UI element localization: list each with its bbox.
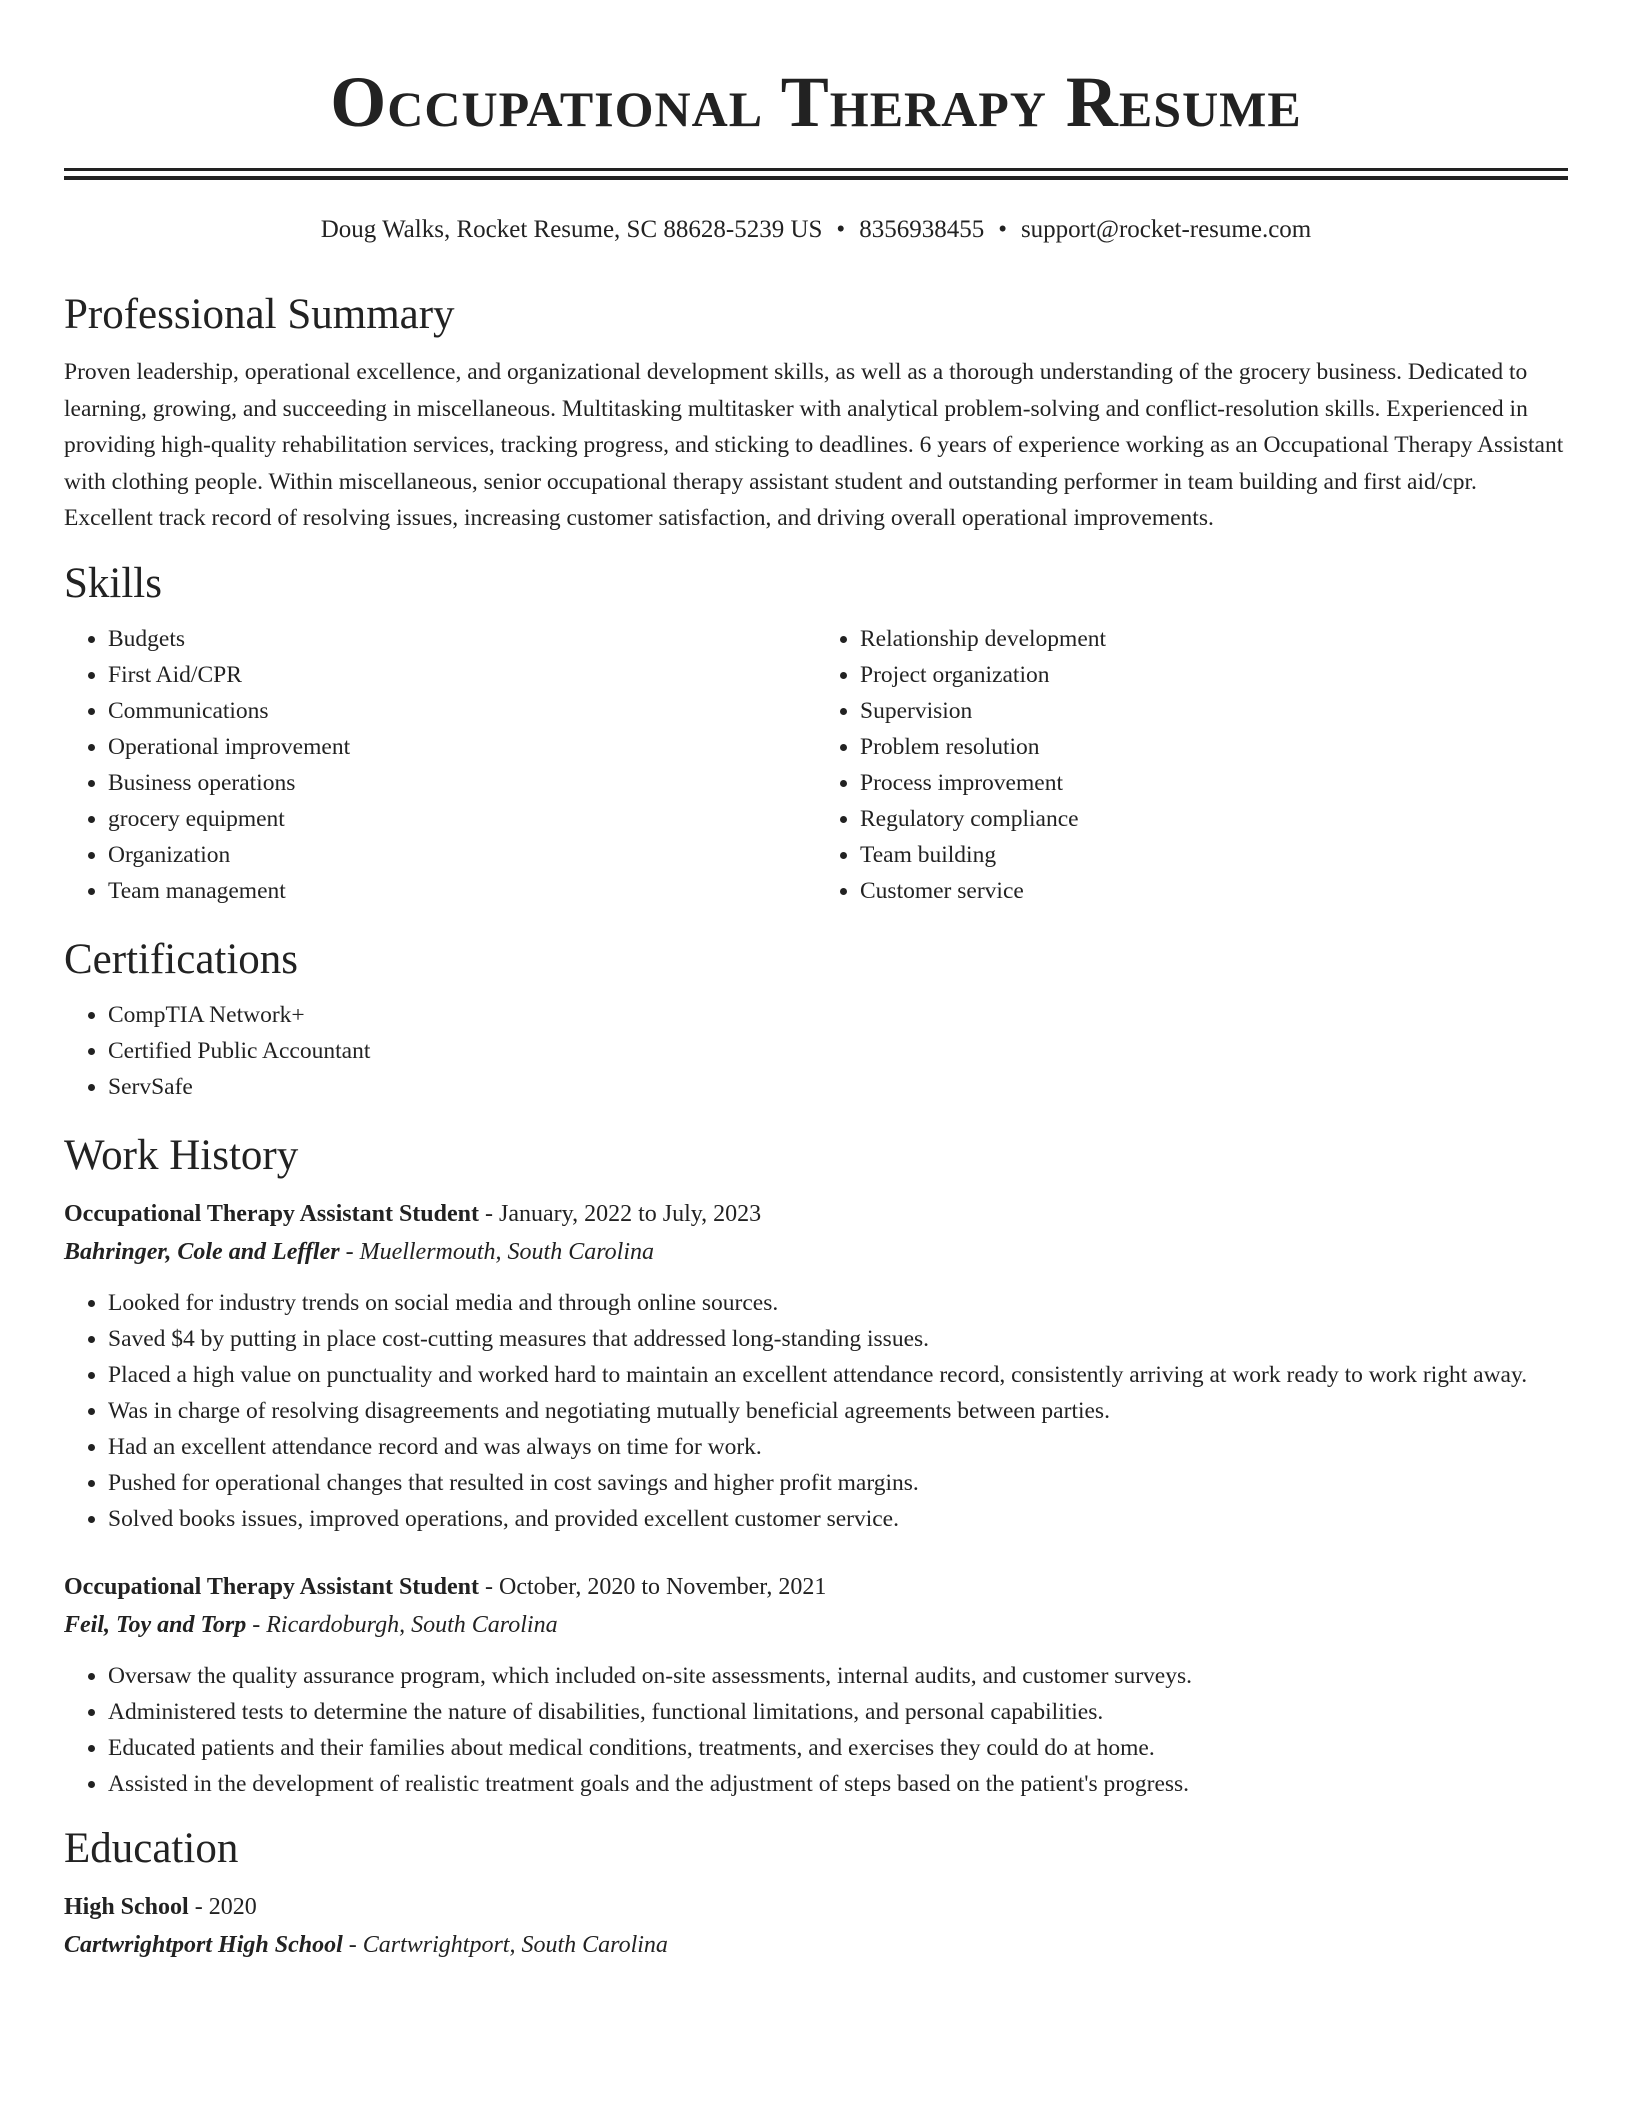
job-dates: January, 2022 to July, 2023	[498, 1200, 762, 1227]
skill-item: • Regulatory compliance	[860, 801, 1568, 837]
skill-item: • Communications	[108, 693, 816, 729]
education-school-line: Cartwrightport High School - Cartwrightport, South Carolina	[64, 1931, 668, 1958]
certification-item: • CompTIA Network+	[108, 997, 1568, 1033]
skill-item: • Team management	[108, 873, 816, 909]
resume-title: Occupational Therapy Resume	[330, 62, 1302, 142]
job-title-line: Occupational Therapy Assistant Student - January, 2022 to July, 2023	[64, 1200, 762, 1227]
skill-item: • Team building	[860, 837, 1568, 873]
job-company-line: Bahringer, Cole and Leffler - Muellermouth, South Carolina	[64, 1238, 655, 1265]
skill-item: • Problem resolution	[860, 729, 1568, 765]
skills-column-left	[64, 621, 816, 909]
skill-item: • Relationship development	[860, 621, 1568, 657]
contact-email: support@rocket-resume.com	[1020, 216, 1312, 243]
education-degree: High School	[64, 1893, 189, 1920]
job-bullet: • Educated patients and their families about medical conditions, treatments, and exercises they could do at home.	[108, 1730, 1568, 1766]
skill-item: • Budgets	[108, 621, 816, 657]
job-title: Occupational Therapy Assistant Student	[64, 1200, 479, 1227]
job-entry	[64, 1195, 1568, 1537]
certification-item: • Certified Public Accountant	[108, 1033, 1568, 1069]
job-bullet: • Had an excellent attendance record and was always on time for work.	[108, 1429, 1568, 1465]
job-bullet: • Was in charge of resolving disagreements and negotiating mutually beneficial agreements between parties.	[108, 1393, 1568, 1429]
summary-heading: Professional Summary	[64, 291, 455, 338]
contact-phone: 8356938455	[859, 216, 985, 243]
certification-item: • ServSafe	[108, 1069, 1568, 1105]
job-bullets	[64, 1285, 1568, 1537]
job-bullet: • Solved books issues, improved operations, and provided excellent customer service.	[108, 1501, 1568, 1537]
job-bullet: • Oversaw the quality assurance program, which included on-site assessments, internal audits, and customer surveys.	[108, 1658, 1568, 1694]
job-bullet: • Saved $4 by putting in place cost-cutting measures that addressed long-standing issues.	[108, 1321, 1568, 1357]
job-company: Feil, Toy and Torp	[64, 1611, 247, 1638]
skills-list	[64, 621, 1568, 909]
education-entry	[64, 1888, 1568, 1964]
resume-page	[64, 0, 1568, 1964]
skill-item: • Process improvement	[860, 765, 1568, 801]
skill-item: • Business operations	[108, 765, 816, 801]
title-double-rule	[64, 168, 1568, 180]
job-location: Muellermouth, South Carolina	[359, 1238, 655, 1265]
education-school: Cartwrightport High School	[64, 1931, 343, 1958]
job-bullet: • Administered tests to determine the nature of disabilities, functional limitations, and personal capabilities.	[108, 1694, 1568, 1730]
certifications-list	[64, 997, 1568, 1105]
job-bullet: • Looked for industry trends on social media and through online sources.	[108, 1285, 1568, 1321]
contact-address: Doug Walks, Rocket Resume, SC 88628-5239 US	[320, 216, 823, 243]
education-location: Cartwrightport, South Carolina	[362, 1931, 668, 1958]
job-entry	[64, 1568, 1568, 1802]
education-heading: Education	[64, 1824, 239, 1872]
skill-item: • Organization	[108, 837, 816, 873]
skill-item: • Project organization	[860, 657, 1568, 693]
summary-text: Proven leadership, operational excellence, and organizational development skills, as well as a thorough understanding of the grocery business. Dedicated to learning, growing, and succeeding in miscellaneous. Multitasking multitasker with analytical problem-solving and conflict-resolution skills. Experienced in providing high-quality rehabilitation services, tracking progress, and sticking to deadlines. 6 years of experience working as an Occupational Therapy Assistant with clothing people. Within miscellaneous, senior occupational therapy assistant student and outstanding performer in team building and first aid/cpr. Excellent track record of resolving issues, increasing customer satisfaction, and driving overall operational improvements.	[64, 359, 1564, 531]
skills-column-right	[816, 621, 1568, 909]
certifications-heading: Certifications	[64, 935, 299, 983]
contact-separator: •	[998, 216, 1007, 243]
job-bullet: • Pushed for operational changes that resulted in cost savings and higher profit margins.	[108, 1465, 1568, 1501]
job-title-line: Occupational Therapy Assistant Student - October, 2020 to November, 2021	[64, 1573, 827, 1600]
contact-separator: •	[836, 216, 846, 243]
education-year: 2020	[208, 1893, 257, 1920]
job-company-line: Feil, Toy and Torp - Ricardoburgh, South Carolina	[64, 1611, 558, 1638]
job-location: Ricardoburgh, South Carolina	[266, 1611, 558, 1638]
skill-item: • grocery equipment	[108, 801, 816, 837]
contact-line	[64, 214, 1568, 246]
job-bullets	[64, 1658, 1568, 1802]
job-dates: October, 2020 to November, 2021	[498, 1573, 827, 1600]
skill-item: • Supervision	[860, 693, 1568, 729]
skill-item: • Operational improvement	[108, 729, 816, 765]
skill-item: • First Aid/CPR	[108, 657, 816, 693]
job-company: Bahringer, Cole and Leffler	[64, 1238, 340, 1265]
work-history-heading: Work History	[64, 1131, 299, 1179]
job-title: Occupational Therapy Assistant Student	[64, 1573, 479, 1600]
skills-heading: Skills	[64, 559, 162, 607]
job-bullet: • Assisted in the development of realistic treatment goals and the adjustment of steps based on the patient's progress.	[108, 1766, 1568, 1802]
skill-item: • Customer service	[860, 873, 1568, 909]
education-degree-line: High School - 2020	[64, 1893, 257, 1920]
job-bullet: • Placed a high value on punctuality and worked hard to maintain an excellent attendance record, consistently arriving at work ready to work right away.	[108, 1357, 1568, 1393]
